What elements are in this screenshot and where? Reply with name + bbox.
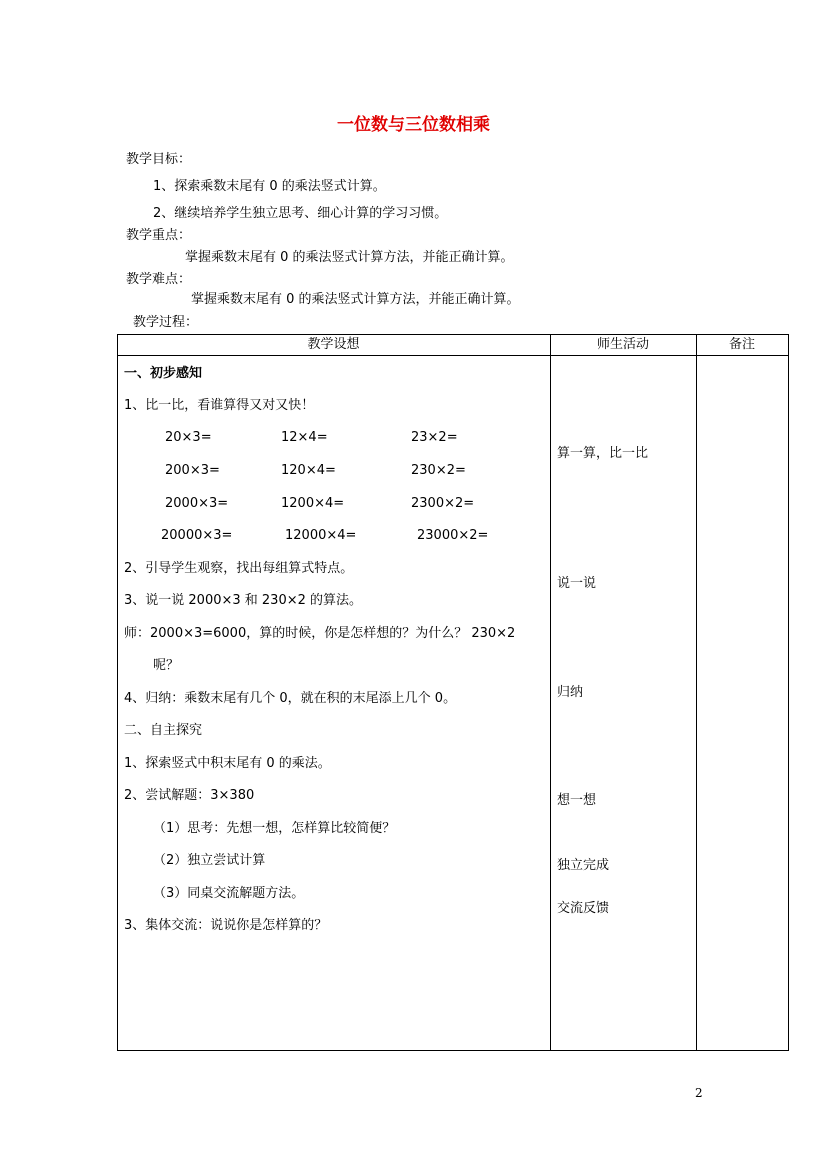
calc-cell: 200×3= — [165, 463, 220, 478]
s2-sub-2: （2）独立尝试计算 — [153, 853, 266, 868]
calc-cell: 20000×3= — [161, 528, 233, 543]
activity-summarize: 归纳 — [557, 685, 584, 700]
page-number: 2 — [695, 1086, 703, 1100]
objective-2: 2、继续培养学生独立思考、细心计算的学习习惯。 — [153, 206, 448, 221]
objective-1: 1、探索乘数末尾有 0 的乘法竖式计算。 — [153, 179, 386, 194]
item-4: 4、归纳：乘数末尾有几个 0，就在积的末尾添上几个 0。 — [124, 691, 457, 706]
difficulty-label: 教学难点： — [126, 272, 192, 287]
item-2: 2、引导学生观察，找出每组算式特点。 — [124, 561, 354, 576]
activity-calc-compare: 算一算，比一比 — [557, 446, 649, 461]
calc-cell: 230×2= — [411, 463, 466, 478]
calc-cell: 23000×2= — [417, 528, 489, 543]
calc-cell: 2000×3= — [165, 496, 229, 511]
calc-cell: 1200×4= — [281, 496, 345, 511]
activity-think: 想一想 — [557, 793, 597, 808]
section-2-heading: 二、自主探究 — [124, 723, 203, 738]
s2-item-3: 3、集体交流：说说你是怎样算的？ — [124, 918, 328, 933]
header-design: 教学设想 — [307, 337, 360, 352]
header-activities: 师生活动 — [596, 337, 649, 352]
document-title: 一位数与三位数相乘 — [337, 115, 490, 135]
process-label: 教学过程： — [133, 315, 199, 330]
key-point-label: 教学重点： — [126, 228, 192, 243]
calc-cell: 23×2= — [411, 430, 458, 445]
activity-feedback: 交流反馈 — [557, 901, 610, 916]
s2-sub-1: （1）思考：先想一想，怎样算比较简便？ — [153, 821, 396, 836]
s2-item-1: 1、探索竖式中积末尾有 0 的乘法。 — [124, 756, 331, 771]
header-remarks: 备注 — [728, 337, 755, 352]
item-1: 1、比一比，看谁算得又对又快！ — [124, 398, 315, 413]
calc-cell: 12×4= — [281, 430, 328, 445]
difficulty-text: 掌握乘数末尾有 0 的乘法竖式计算方法，并能正确计算。 — [191, 292, 520, 307]
activity-independent: 独立完成 — [557, 858, 610, 873]
calc-cell: 120×4= — [281, 463, 336, 478]
calc-cell: 12000×4= — [285, 528, 357, 543]
objectives-label: 教学目标： — [126, 152, 192, 167]
calc-cell: 20×3= — [165, 430, 212, 445]
s2-sub-3: （3）同桌交流解题方法。 — [153, 886, 305, 901]
calc-cell: 2300×2= — [411, 496, 475, 511]
s2-item-2: 2、尝试解题：3×380 — [124, 788, 255, 803]
teacher-question-cont: 呢？ — [153, 658, 180, 673]
key-point-text: 掌握乘数末尾有 0 的乘法竖式计算方法，并能正确计算。 — [185, 250, 514, 265]
activity-say: 说一说 — [557, 576, 597, 591]
item-3: 3、说一说 2000×3 和 230×2 的算法。 — [124, 593, 363, 608]
teacher-question: 师：2000×3=6000，算的时候，你是怎样想的？为什么？ 230×2 — [124, 626, 516, 641]
section-1-heading: 一、初步感知 — [124, 366, 203, 381]
